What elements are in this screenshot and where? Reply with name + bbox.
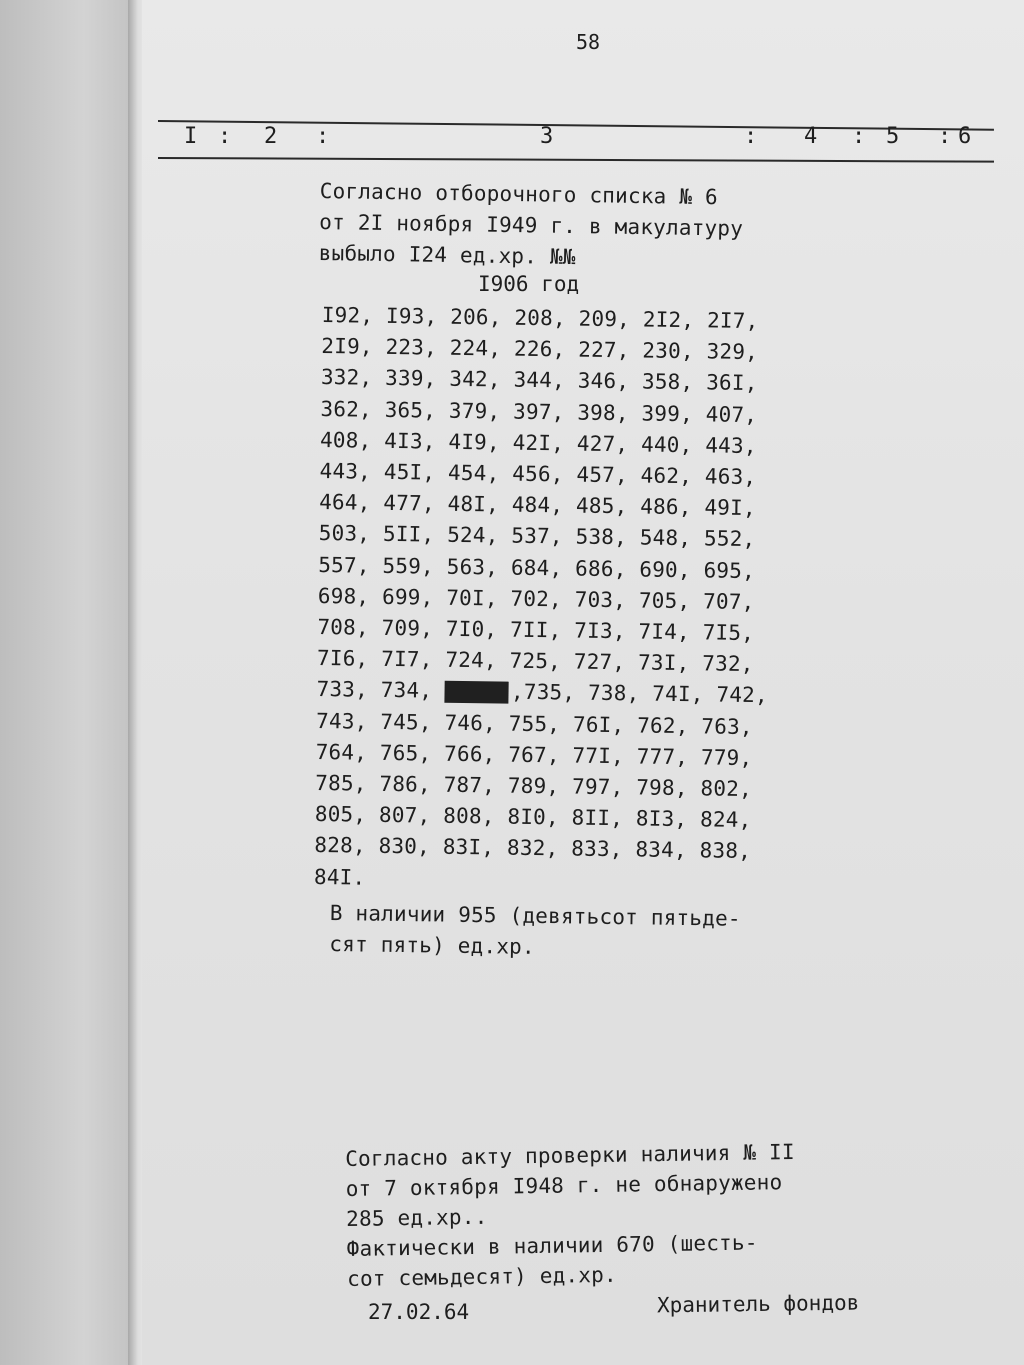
text-line: от 2I ноября I949 г. в макулатуру xyxy=(319,210,744,241)
year-heading: I906 год xyxy=(478,272,580,296)
number-line: 464, 477, 48I, 484, 485, 486, 49I, xyxy=(319,490,756,521)
selection-list-paragraph xyxy=(319,176,744,276)
number-line: 698, 699, 70I, 702, 703, 705, 707, xyxy=(317,583,755,614)
number-line: 743, 745, 746, 755, 76I, 762, 763, xyxy=(315,708,753,739)
column-separator: : xyxy=(938,124,952,149)
text-line: 285 ед.хр.. xyxy=(345,1204,488,1231)
number-line: 785, 786, 787, 789, 797, 798, 802, xyxy=(315,771,753,802)
number-line: 332, 339, 342, 344, 346, 358, 36I, xyxy=(320,365,758,396)
number-line: 708, 709, 7I0, 7II, 7I3, 7I4, 7I5, xyxy=(317,615,755,646)
column-number: 2 xyxy=(264,124,278,149)
number-line: 503, 5II, 524, 537, 538, 548, 552, xyxy=(318,521,756,552)
number-line: 362, 365, 379, 397, 398, 399, 407, xyxy=(320,396,758,427)
number-line-end: ,735, 738, 74I, 742, xyxy=(510,680,768,708)
number-line: 7I6, 7I7, 724, 725, 727, 73I, 732, xyxy=(316,646,754,677)
number-line: 2I9, 223, 224, 226, 227, 230, 329, xyxy=(321,334,759,365)
column-separator: : xyxy=(316,124,330,149)
number-line: 805, 807, 808, 8I0, 8II, 8I3, 824, xyxy=(314,802,752,833)
column-number: 5 xyxy=(886,124,900,149)
text-line: сот семьдесят) ед.хр. xyxy=(346,1262,617,1291)
column-number: 6 xyxy=(958,124,972,149)
struck-out-text xyxy=(445,681,509,704)
number-line: 408, 4I3, 4I9, 42I, 427, 440, 443, xyxy=(319,427,757,458)
text-line: сят пять) ед.хр. xyxy=(329,932,536,960)
text-line: выбыло I24 ед.хр. №№ xyxy=(318,241,576,270)
text-line: В наличии 955 (девятьсот пятьде- xyxy=(329,900,741,931)
text-line: Согласно акту проверки наличия № II xyxy=(345,1139,795,1171)
text-line: Фактически в наличии 670 (шесть- xyxy=(346,1230,758,1261)
signature-label: Хранитель фондов xyxy=(656,1290,860,1318)
availability-paragraph xyxy=(329,898,741,966)
item-number-list xyxy=(314,300,774,899)
facing-page xyxy=(0,0,140,1365)
number-line: 557, 559, 563, 684, 686, 690, 695, xyxy=(318,552,756,583)
number-line-start: 733, 734, xyxy=(316,677,446,704)
number-line: I92, I93, 206, 208, 209, 2I2, 2I7, xyxy=(321,302,759,334)
text-line: Согласно отборочного списка № 6 xyxy=(319,178,719,210)
column-number: 3 xyxy=(540,124,554,149)
column-number: I xyxy=(184,124,198,149)
column-separator: : xyxy=(744,124,758,149)
column-separator: : xyxy=(218,124,232,149)
column-separator: : xyxy=(852,124,866,149)
column-number: 4 xyxy=(804,124,818,149)
inspection-act-paragraph xyxy=(345,1137,797,1294)
number-line: 764, 765, 766, 767, 77I, 777, 779, xyxy=(315,739,753,770)
number-line: 828, 830, 83I, 832, 833, 834, 838, xyxy=(314,833,752,864)
document-date: 27.02.64 xyxy=(368,1300,470,1324)
number-line: 84I. xyxy=(313,864,366,890)
number-line: 443, 45I, 454, 456, 457, 462, 463, xyxy=(319,459,757,490)
page-number: 58 xyxy=(576,30,601,54)
text-line: от 7 октября I948 г. не обнаружено xyxy=(345,1170,783,1201)
